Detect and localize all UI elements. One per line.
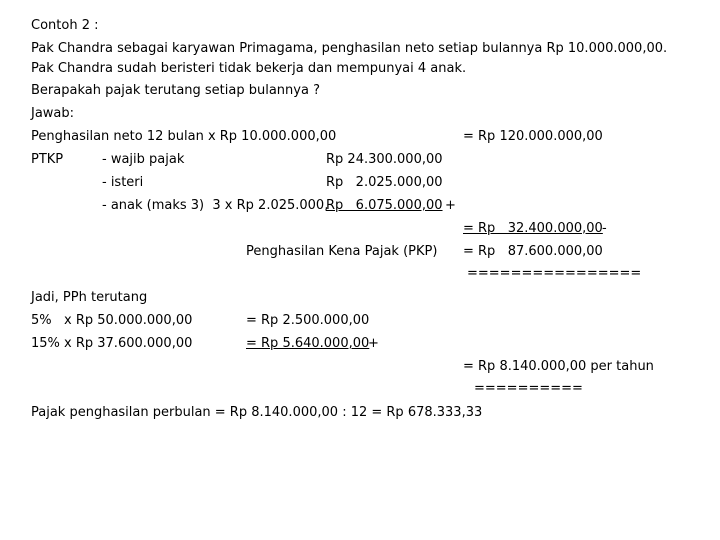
plus-sign-2: +: [368, 336, 379, 351]
ptkp-item-3-label: - anak (maks 3) 3 x Rp 2.025.000,: [102, 198, 329, 213]
pph-line-2-value: = Rp 5.640.000,00: [246, 336, 370, 351]
annual-double-rule: ==========: [474, 381, 583, 396]
ptkp-item-2-value: Rp 2.025.000,00: [326, 175, 443, 190]
pkp-double-rule: ================: [467, 266, 642, 281]
pkp-value: = Rp 87.600.000,00: [463, 244, 603, 259]
answer-label: Jawab:: [31, 106, 75, 121]
pph-line-1-value: = Rp 2.500.000,00: [246, 313, 370, 328]
monthly-tax: Pajak penghasilan perbulan = Rp 8.140.000,00 : 12 = Rp 678.333,33: [31, 405, 483, 420]
neto-value: = Rp 120.000.000,00: [463, 129, 603, 144]
pph-line-1-label: 5% x Rp 50.000.000,00: [31, 313, 193, 328]
intro-line-2: Pak Chandra sudah beristeri tidak bekerja dan mempunyai 4 anak.: [31, 61, 467, 76]
ptkp-item-1-label: - wajib pajak: [102, 152, 185, 167]
annual-total: = Rp 8.140.000,00 per tahun: [463, 359, 654, 374]
ptkp-item-1-value: Rp 24.300.000,00: [326, 152, 443, 167]
intro-line-1: Pak Chandra sebagai karyawan Primagama, penghasilan neto setiap bulannya Rp 10.000.000,00.: [31, 41, 668, 56]
ptkp-label: PTKP: [31, 152, 64, 167]
ptkp-item-3-value: Rp 6.075.000,00: [326, 198, 443, 213]
plus-sign-1: +: [445, 198, 456, 213]
pkp-label: Penghasilan Kena Pajak (PKP): [246, 244, 438, 259]
pph-heading: Jadi, PPh terutang: [31, 290, 148, 305]
ptkp-item-2-label: - isteri: [102, 175, 144, 190]
example-title: Contoh 2 :: [31, 18, 99, 33]
minus-sign: -: [602, 221, 607, 236]
question: Berapakah pajak terutang setiap bulannya ?: [31, 83, 320, 98]
neto-label: Penghasilan neto 12 bulan x Rp 10.000.000,00: [31, 129, 337, 144]
ptkp-total: = Rp 32.400.000,00: [463, 221, 603, 236]
pph-line-2-label: 15% x Rp 37.600.000,00: [31, 336, 193, 351]
